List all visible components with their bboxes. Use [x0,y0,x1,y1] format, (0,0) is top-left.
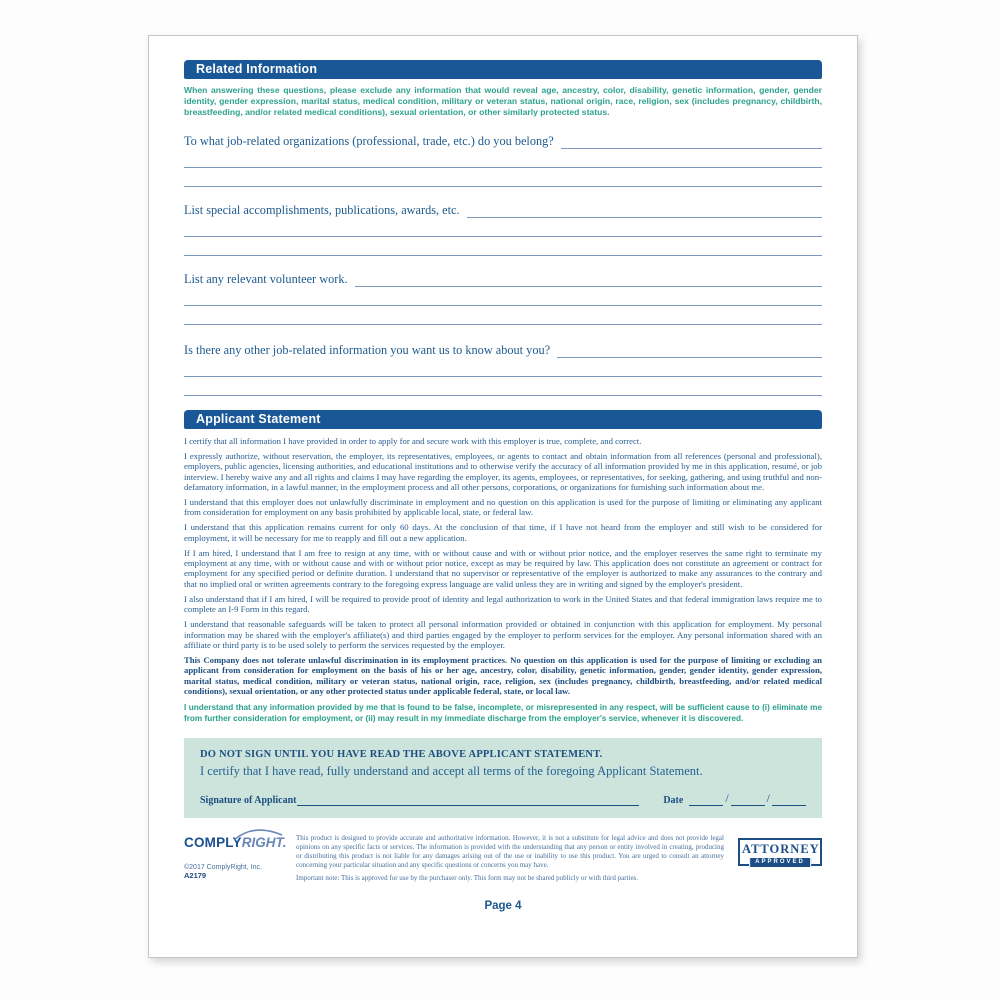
date-year-input-line[interactable] [772,794,806,806]
page-number: Page 4 [484,900,522,913]
statement-paragraph: If I am hired, I understand that I am free to resign at any time, with or without cause and with or without prior notice, and the employer reserves the same right to terminate my employment at any time, with or without cause and with or without prior notice, except as may be required by law. This application does not constitute an agreement or contract for employment for any specified period or definite duration. I understand that no supervisor or representative of the employer is authorized to make any assurances to the contrary and that no implied oral or written agreements contrary to the foregoing express language are valid unless they are in writing and signed by the employer's president. [184,547,822,589]
disclaimer-column [296,834,738,882]
complyright-logo [184,834,296,852]
signature-label: Signature of Applicant [200,795,297,807]
statement-paragraph: I understand that this application remains current for only 60 days. At the conclusion of that time, if I have not heard from the employer and still wish to be considered for employment, it will be necessary for me to reapply and fill out a new application. [184,522,822,543]
answer-line[interactable] [184,218,822,237]
date-separator: / [766,791,770,806]
statement-paragraph: I understand that this employer does not unlawfully discriminate in employment and no question on this application is used for the purpose of limiting or eliminating any applicant from consideration for employment on any basis prohibited by applicable local, state, or federal law. [184,497,822,518]
question-organizations [184,134,822,149]
signature-row [200,791,806,806]
signature-box [184,738,822,818]
badge-attorney-text: ATTORNEY [742,842,820,857]
statement-paragraph: I certify that all information I have provided in order to apply for and secure work with this employer is true, complete, and correct. [184,436,642,446]
related-information-header [184,60,822,79]
statement-paragraph-nondiscrimination: This Company does not tolerate unlawful discrimination in its employment practices. No question on this application is used for the purpose of limiting or excluding an applicant from consideration for employment on the basis of his or her age, ancestry, color, disability, genetic information, gender, gender identity, gender expression, marital status, medical condition, military or veteran status, national origin, race, religion, sex (includes pregnancy, childbirth, breastfeeding, and/or related medical conditions), sexual orientation, or any other protected status under applicable federal, state, or local law. [184,654,822,697]
question-accomplishments-label: List special accomplishments, publications, awards, etc. [184,203,460,217]
page-footer [184,834,822,882]
publisher-column [184,834,296,882]
date-month-input-line[interactable] [689,794,723,806]
logo-text-comply: COMPLY [184,835,242,851]
signature-input-line[interactable] [297,794,640,806]
statement-paragraph: I understand that reasonable safeguards will be taken to protect all personal information provided or obtained in conjunction with this application for employment. My personal information may be shared with the employer's affiliate(s) and third parties engaged by the employer to perform services for the employer. Any personal information shared with an affiliate or third party is to be used solely to perform the services requested by the employer. [184,619,822,650]
date-label: Date [663,795,684,807]
do-not-sign-warning: DO NOT SIGN UNTIL YOU HAVE READ THE ABOVE APPLICANT STATEMENT. [200,749,603,761]
related-information-title: Related Information [196,62,318,76]
answer-line[interactable] [184,377,822,396]
related-information-intro: When answering these questions, please exclude any information that would reveal age, ancestry, color, disability, genetic information, gender, gender identity, gender expression, marital status, medical condition, military or veteran status, national origin, race, religion, sex (includes pregnancy, childbirth, breastfeeding, and/or related medical conditions), sexual orientation, or other similarly protected status. [184,85,822,117]
form-number: A2179 [184,871,207,881]
question-other-info [184,343,822,358]
question-organizations-label: To what job-related organizations (professional, trade, etc.) do you belong? [184,134,554,148]
question-volunteer [184,272,822,287]
question-other-info-input-line[interactable] [557,344,822,358]
question-accomplishments-input-line[interactable] [467,204,822,218]
statement-paragraph: I expressly authorize, without reservation, the employer, its representatives, employees, or agents to contact and obtain information from all references (personal and professional), employers, public agencies, licensing authorities, and educational institutions and to otherwise verify the accuracy of all information provided by me in this application, resumé, or job interview. I hereby waive any and all rights and claims I may have regarding the employer, its agents, employees, or representatives, for seeking, gathering, and using truthful and non-defamatory information, in a lawful manner, in the employment process and all other persons, corporations, or organizations for furnishing such information about me. [184,450,822,493]
applicant-statement-title: Applicant Statement [196,412,321,426]
date-separator: / [725,791,729,806]
question-accomplishments [184,203,822,218]
date-day-input-line[interactable] [731,794,765,806]
applicant-statement-body [184,436,822,725]
statement-paragraph: I also understand that if I am hired, I will be required to provide proof of identity and legal authorization to work in the United States and that federal immigration laws require me to complete an I-9 Form in this regard. [184,593,822,615]
question-volunteer-label: List any relevant volunteer work. [184,272,348,286]
statement-paragraph-false-info: I understand that any information provided by me that is found to be false, incomplete, or misrepresented in any respect, will be sufficient cause to (i) eliminate me from further consideration for employment, or (ii) may result in my immediate discharge from the employer's service, whenever it is discovered. [184,703,822,724]
question-organizations-input-line[interactable] [561,135,822,149]
question-other-info-label: Is there any other job-related information you want us to know about you? [184,343,551,357]
copyright-text: ©2017 ComplyRight, Inc. [184,864,262,872]
logo-swoosh-icon [232,827,284,841]
answer-line[interactable] [184,306,822,325]
legal-disclaimer: This product is designed to provide accurate and authoritative information. However, it is not a substitute for legal advice and does not provide legal opinions on any specific facts or services. The information is provided with the understanding that any person or entity involved in creating, producing or distributing this product is not liable for any damages arising out of the use or inability to use this product. You are urged to consult an attorney concerning your particular situation and any specific questions or concerns you may have. [296,834,724,870]
applicant-statement-header [184,410,822,429]
question-volunteer-input-line[interactable] [355,273,822,287]
attorney-approved-badge [738,838,822,866]
answer-line[interactable] [184,237,822,256]
badge-column [738,834,822,882]
logo-text-right: RIGHT. [241,835,287,851]
signature-certify-text: I certify that I have read, fully understand and accept all terms of the foregoing Applicant Statement. [200,764,703,779]
important-note: Important note: This is approved for use by the purchaser only. This form may not be shared publicly or with third parties. [296,874,639,883]
answer-line[interactable] [184,149,822,168]
answer-line[interactable] [184,287,822,306]
form-page [148,35,858,958]
badge-approved-text: APPROVED [749,857,811,868]
answer-line[interactable] [184,358,822,377]
answer-line[interactable] [184,168,822,187]
